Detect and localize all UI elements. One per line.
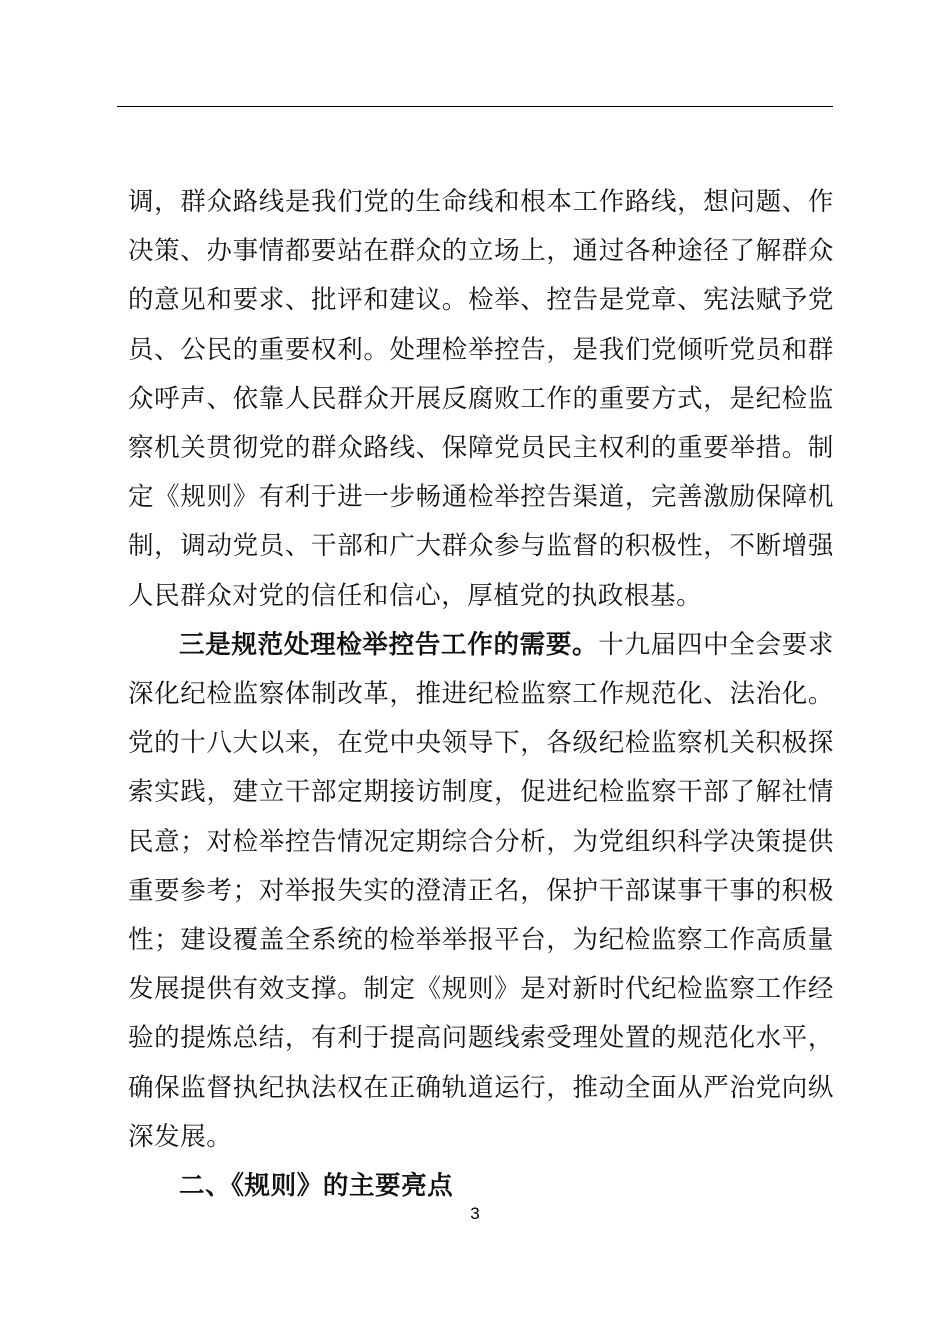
section-heading: 二、《规则》的主要亮点 (179, 1171, 454, 1202)
paragraph-body: 十九届四中全会要求深化纪检监察体制改革，推进纪检监察工作规范化、法治化。党的十八大以来，在党中央领导下，各级纪检监察机关积极探索实践，建立干部定期接访制度，促进纪检监察干部了解社情民意；对检举控告情况定期综合分析，为党组织科学决策提供重要参考；对举报失实的澄清正名，保护干部谋事干事的积极性；建设覆盖全系统的检举举报平台，为纪检监察工作高质量发展提供有效支撑。制定《规则》是对新时代纪检监察工作经验的提炼总结，有利于提高问题线索受理处置的规范化水平，确保监督执纪执法权在正确轨道运行，推动全面从严治党向纵深发展。 (128, 629, 834, 1152)
page-body (128, 178, 834, 1211)
paragraph-third-need (128, 621, 834, 1162)
paragraph-lead-bold: 三是规范处理检举控告工作的需要。 (179, 629, 599, 660)
paragraph-continued: 调，群众路线是我们党的生命线和根本工作路线，想问题、作决策、办事情都要站在群众的立场上，通过各种途径了解群众的意见和要求、批评和建议。检举、控告是党章、宪法赋予党员、公民的重要权利。处理检举控告，是我们党倾听党员和群众呼声、依靠人民群众开展反腐败工作的重要方式，是纪检监察机关贯彻党的群众路线、保障党员民主权利的重要举措。制定《规则》有利于进一步畅通检举控告渠道，完善激励保障机制，调动党员、干部和广大群众参与监督的积极性，不断增强人民群众对党的信任和信心，厚植党的执政根基。 (128, 187, 834, 611)
header-rule (117, 106, 833, 107)
page-number: 3 (470, 1204, 480, 1223)
